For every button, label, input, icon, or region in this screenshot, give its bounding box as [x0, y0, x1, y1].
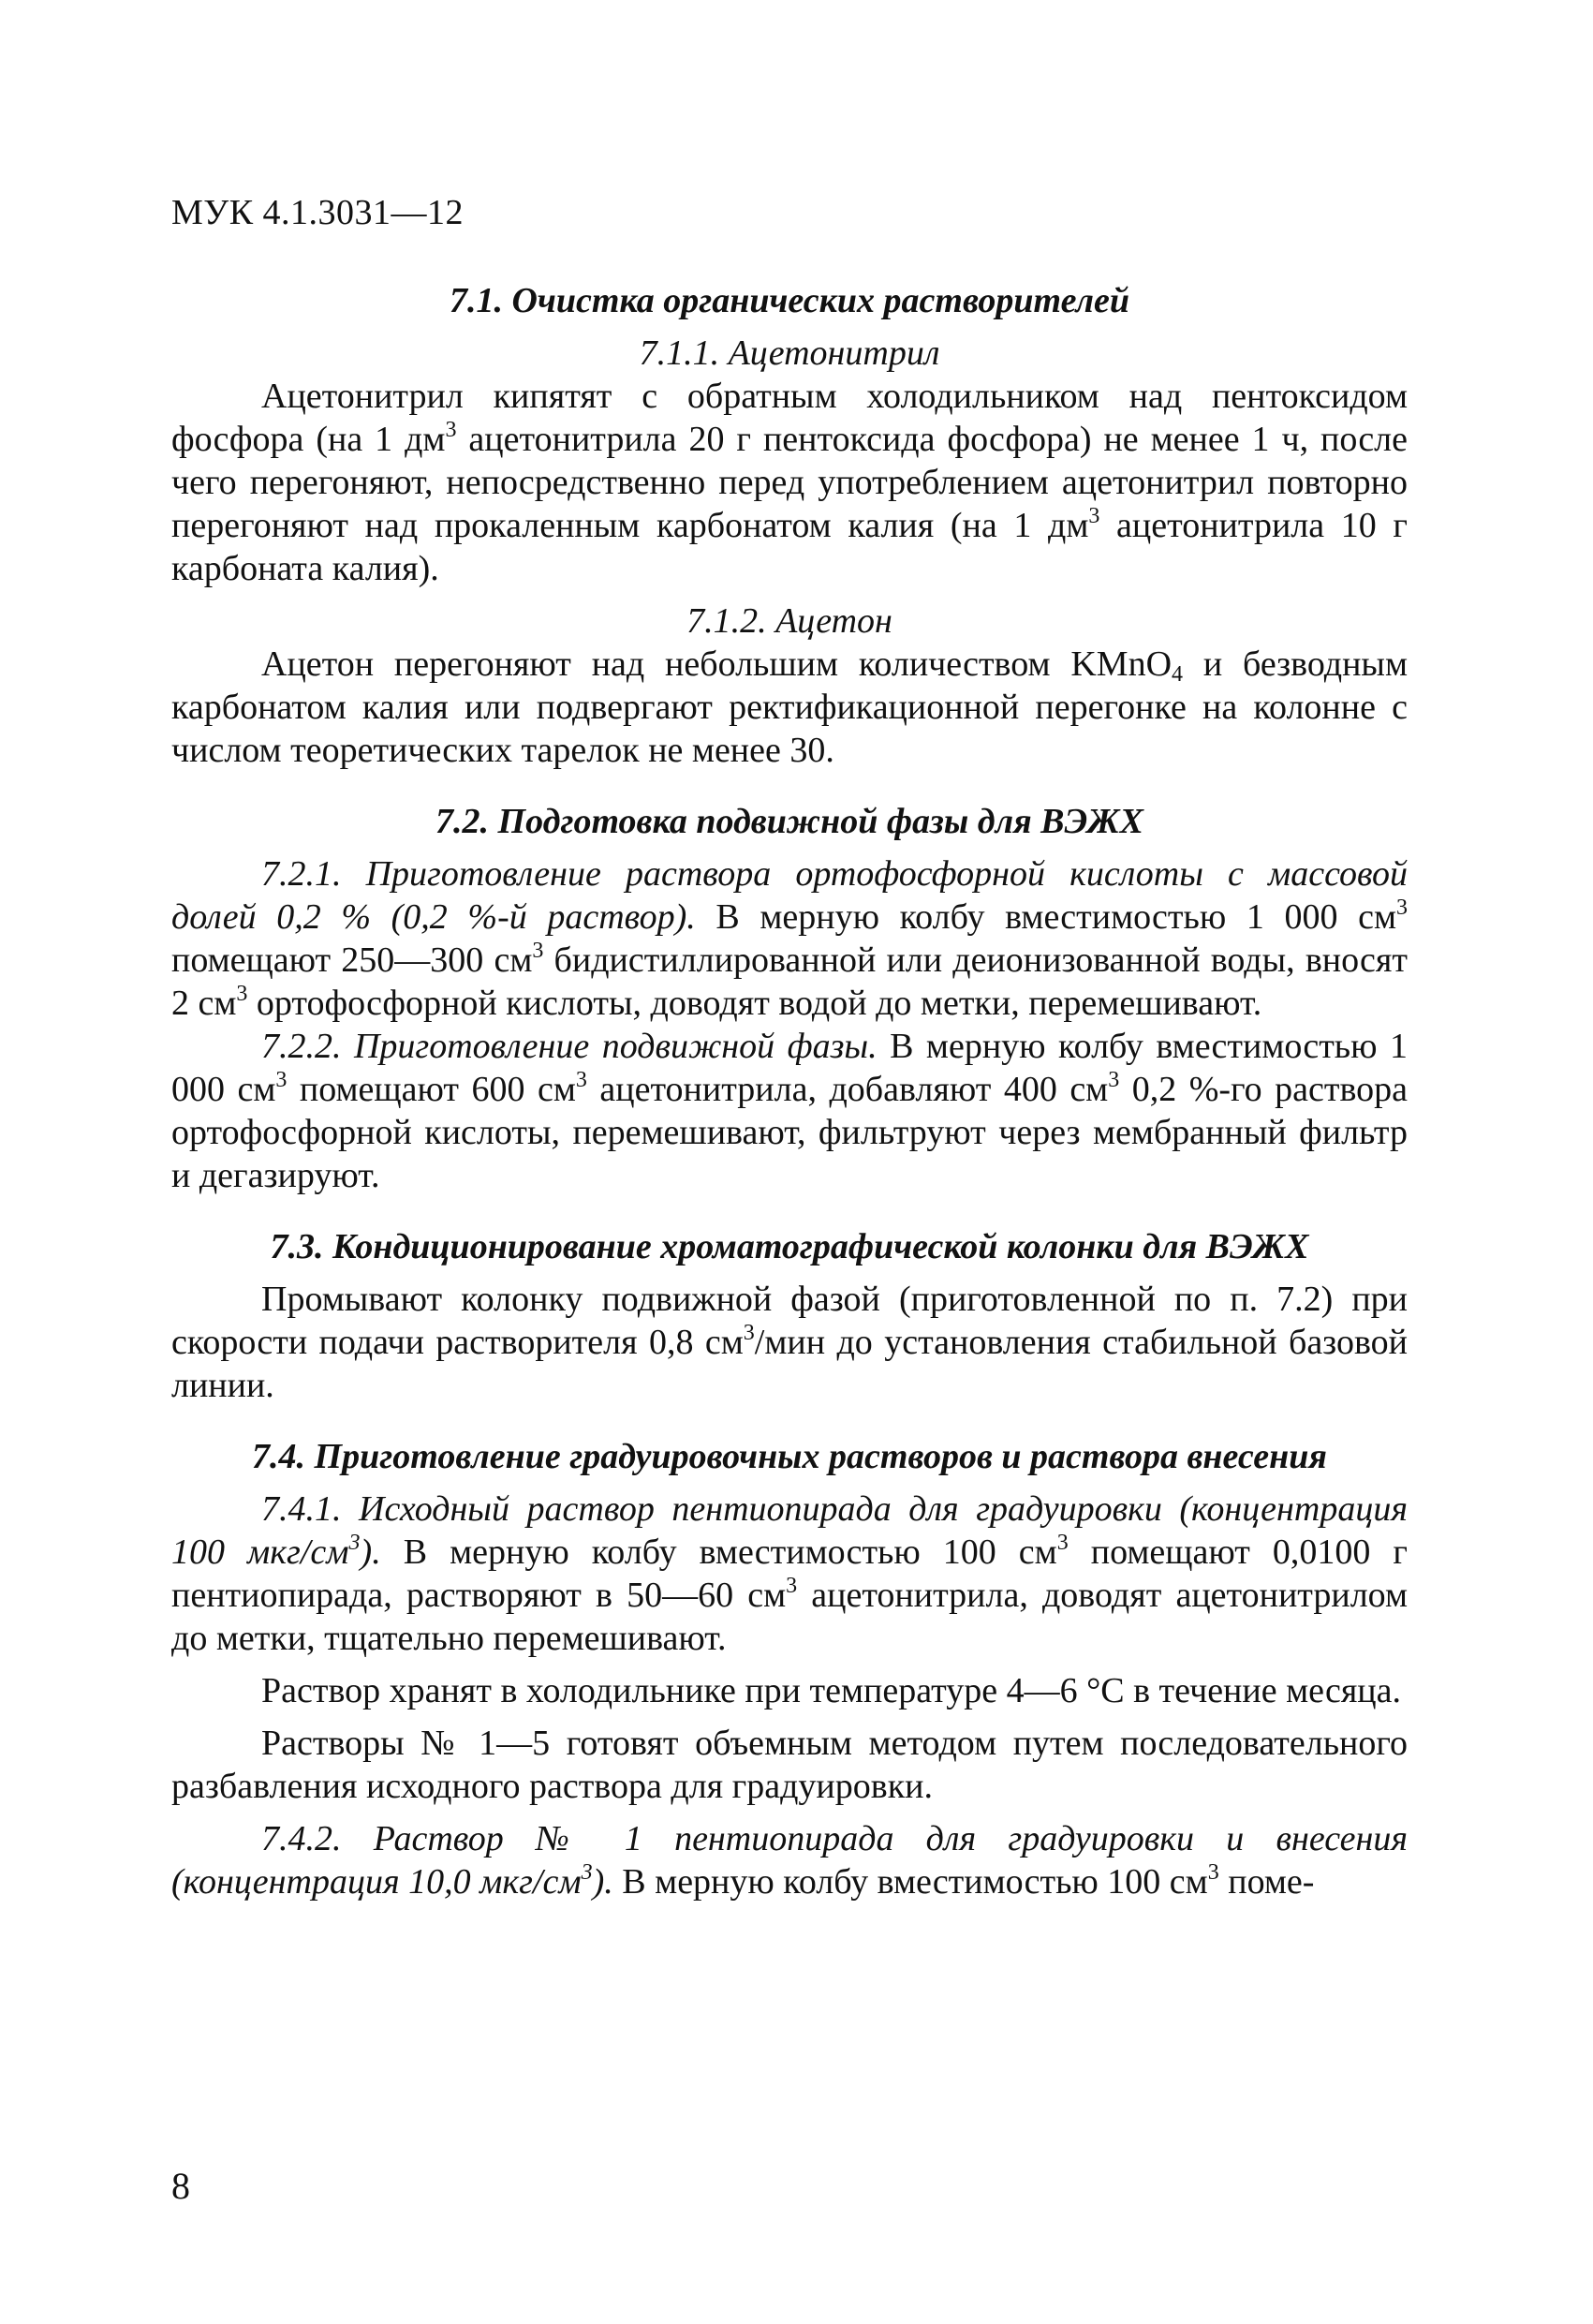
column-conditioning-paragraph: Промывают колонку подвижной фазой (приготовленной по п. 7.2) при скорости подачи растворителя 0,8 $см^3$/мин до установления стабильной базовой линии. — [171, 1280, 1408, 1405]
acetonitrile-paragraph: Ацетонитрил кипятят с обратным холодильником над пентоксидом фосфора (на 1 $дм^3$ ацетонитрила 20 г пентоксида фосфора) не менее 1 ч, после чего перегоняют, непосредственно перед употреблением ацетонитрил повторно перегоняют над прокаленным карбонатом калия (на 1 $дм^3$ ацетонитрила 10 г карбоната калия). — [171, 377, 1409, 588]
dilution-paragraph: Растворы № 1—5 готовят объемным методом путем последовательного разбавления исходного раствора для градуировки. — [171, 1724, 1408, 1806]
subsection-7-2-2-paragraph: 7.2.2. Приготовление подвижной фазы. В мерную колбу вместимостью 1 000 $см^3$ помещают 600 $см^3$ ацетонитрила, добавляют 400 $см^3$ 0,2 %-го раствора ортофосфорной кислоты, перемешивают, фильтруют через мембранный фильтр и дегазируют. — [171, 1027, 1409, 1195]
subsection-7-1-2-title: 7.1.2. Ацетон — [686, 601, 892, 641]
document-body — [171, 279, 1408, 1903]
subsection-7-4-2-paragraph: 7.4.2. Раствор № 1 пентиопирада для градуировки и внесения (концентрация 10,0 мкг/$см^3$). В мерную колбу вместимостью 100 $см^3$ поме- — [171, 1819, 1408, 1902]
subsection-7-2-1-paragraph: 7.2.1. Приготовление раствора ортофосфорной кислоты с массовой долей 0,2 % (0,2 %-й раствор). В мерную колбу вместимостью 1 000 $см^3$ помещают 250—300 $см^3$ бидистиллированной или деионизованной воды, вносят 2 $см^3$ ортофосфорной кислоты, доводят водой до метки, перемешивают. — [171, 854, 1408, 1023]
page-number: 8 — [171, 2165, 190, 2207]
subsection-7-4-1-paragraph: 7.4.1. Исходный раствор пентиопирада для градуировки (концентрация 100 мкг/$см^3$). В мерную колбу вместимостью 100 $см^3$ помещают 0,0100 г пентиопирада, растворяют в 50—60 $см^3$ ацетонитрила, доводят ацетонитрилом до метки, тщательно перемешивают. — [171, 1489, 1408, 1658]
section-7-1-title: 7.1. Очистка органических растворителей — [449, 281, 1130, 320]
acetone-paragraph: Ацетон перегоняют над небольшим количеством KMnO$_4$ и безводным карбонатом калия или подвергают ректификационной перегонке на колонне с числом теоретических тарелок не менее 30. — [171, 644, 1408, 770]
section-7-2-title: 7.2. Подготовка подвижной фазы для ВЭЖХ — [435, 802, 1143, 841]
subsection-7-1-1-title: 7.1.1. Ацетонитрил — [639, 333, 940, 373]
storage-paragraph: Раствор хранят в холодильнике при температуре 4—6 °С в течение месяца. — [261, 1671, 1402, 1710]
document-code-header: МУК 4.1.3031—12 — [171, 193, 465, 232]
section-7-3-title: 7.3. Кондиционирование хроматографической колонки для ВЭЖХ — [270, 1227, 1309, 1266]
section-7-4-title: 7.4. Приготовление градуировочных растворов и раствора внесения — [252, 1437, 1327, 1476]
